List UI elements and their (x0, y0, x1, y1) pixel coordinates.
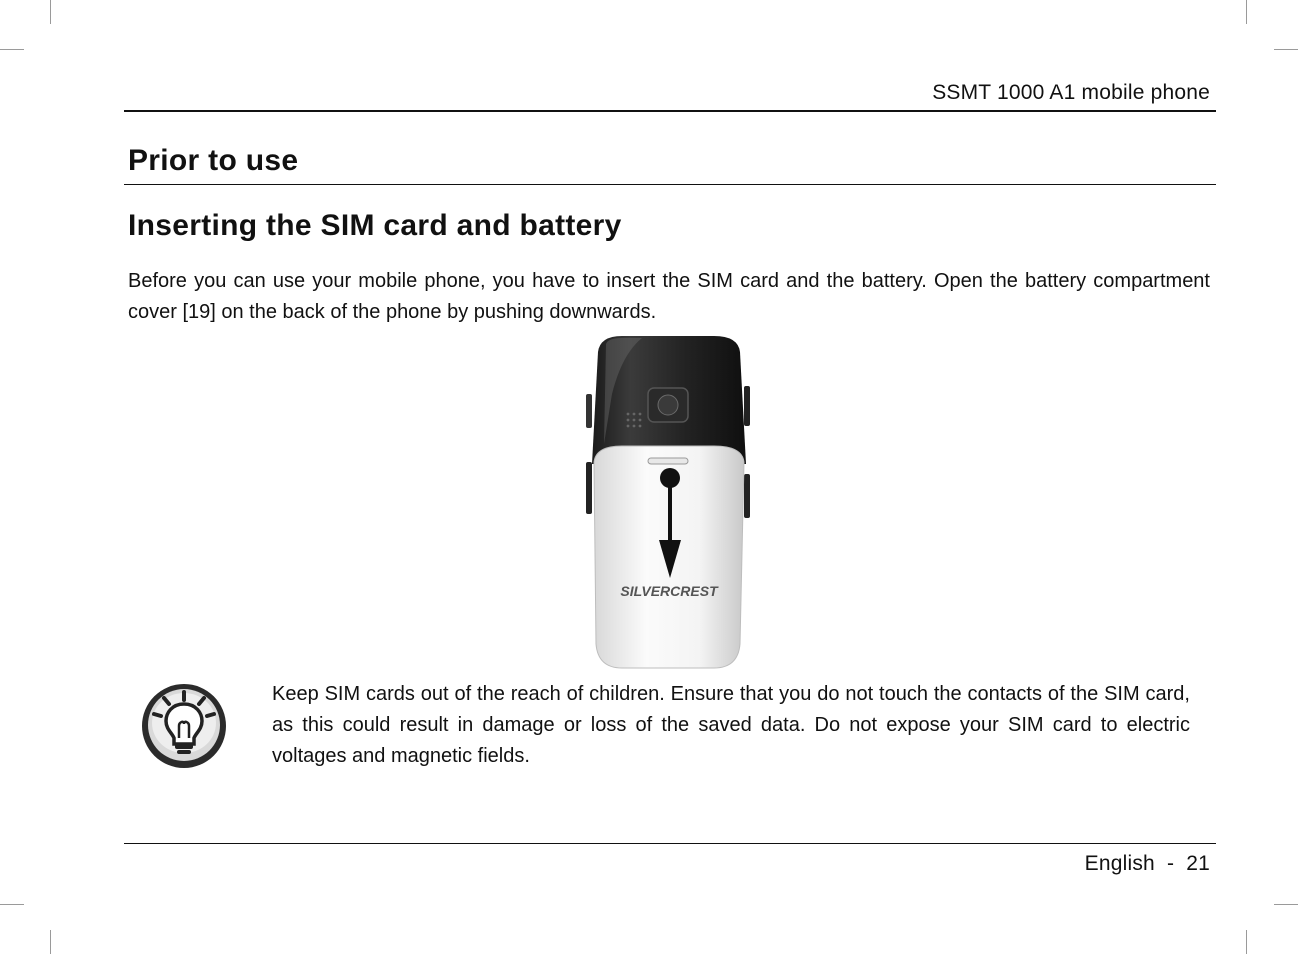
crop-mark (1246, 930, 1247, 954)
page-number: 21 (1186, 852, 1210, 875)
crop-mark (50, 930, 51, 954)
footer-rule (124, 843, 1216, 844)
crop-mark (1274, 49, 1298, 50)
phone-back-illustration (582, 334, 754, 670)
lightbulb-icon (140, 680, 228, 770)
footer-separator: - (1166, 852, 1175, 875)
crop-mark (50, 0, 51, 24)
running-header: SSMT 1000 A1 mobile phone (932, 81, 1210, 104)
section-title: Prior to use (128, 144, 299, 177)
tip-text: Keep SIM cards out of the reach of children. Ensure that you do not touch the contacts of the SIM card, as this could result in damage or loss of the saved data. Do not expose your SIM card to electric voltages and magnetic fields. (272, 683, 1190, 767)
crop-mark (0, 904, 24, 905)
subsection-title: Inserting the SIM card and battery (128, 209, 622, 242)
section-rule (124, 184, 1216, 185)
crop-mark (0, 49, 24, 50)
crop-mark (1246, 0, 1247, 24)
header-rule (124, 110, 1216, 112)
footer-language: English (1084, 852, 1155, 875)
page-footer (1085, 852, 1210, 876)
brand-logo: SILVERCREST (620, 583, 718, 599)
body-paragraph: Before you can use your mobile phone, you have to insert the SIM card and the battery. Open the battery compartment cover [19] on the back of the phone by pushing downwards. (128, 270, 1210, 323)
crop-mark (1274, 904, 1298, 905)
